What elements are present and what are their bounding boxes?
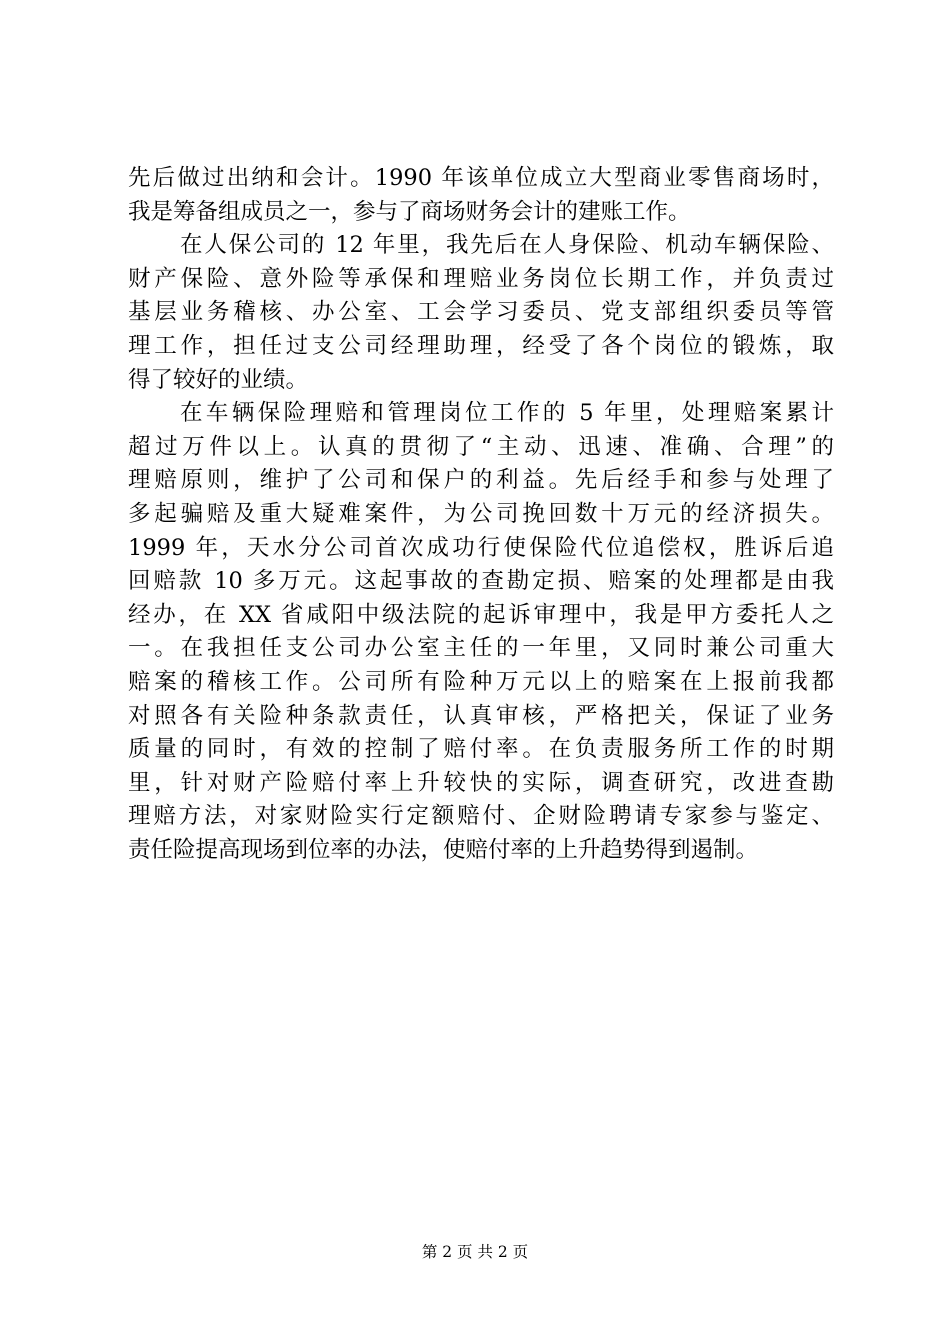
text-line-14: 经办，在 XX 省咸阳中级法院的起诉审理中，我是甲方委托人之 [128,601,834,628]
text-line-16: 赔案的稽核工作。公司所有险种万元以上的赔案在上报前我都 [128,668,834,695]
text-line-3: 在人保公司的 12 年里，我先后在人身保险、机动车辆保险、 [180,232,834,259]
text-line-12: 1999 年，天水分公司首次成功行使保险代位追偿权，胜诉后追 [128,534,834,561]
text-line-7: 得了较好的业绩。 [128,366,309,393]
text-line-21: 责任险提高现场到位率的办法，使赔付率的上升趋势得到遏制。 [128,836,759,863]
text-line-5: 基层业务稽核、办公室、工会学习委员、党支部组织委员等管 [128,299,834,326]
text-line-2: 我是筹备组成员之一，参与了商场财务会计的建账工作。 [128,198,691,225]
text-line-11: 多起骗赔及重大疑难案件，为公司挽回数十万元的经济损失。 [128,500,834,527]
text-line-1: 先后做过出纳和会计。1990 年该单位成立大型商业零售商场时， [128,165,834,191]
text-line-13: 回赔款 10 多万元。这起事故的查勘定损、赔案的处理都是由我 [128,568,834,595]
text-line-15: 一。在我担任支公司办公室主任的一年里，又同时兼公司重大 [128,635,834,662]
text-line-9: 超过万件以上。认真的贯彻了“主动、迅速、准确、合理”的 [128,433,834,460]
text-line-20: 理赔方法，对家财险实行定额赔付、企财险聘请专家参与鉴定、 [128,803,834,830]
document-body [128,162,834,867]
text-line-17: 对照各有关险种条款责任，认真审核，严格把关，保证了业务 [128,702,834,729]
text-line-18: 质量的同时，有效的控制了赔付率。在负责服务所工作的时期 [128,736,834,763]
page-footer: 第 2 页 共 2 页 [421,1243,529,1261]
text-line-8: 在车辆保险理赔和管理岗位工作的 5 年里，处理赔案累计 [180,400,834,427]
text-line-4: 财产保险、意外险等承保和理赔业务岗位长期工作，并负责过 [128,265,834,292]
text-line-19: 里，针对财产险赔付率上升较快的实际，调查研究，改进查勘 [128,769,834,796]
text-line-6: 理工作，担任过支公司经理助理，经受了各个岗位的锻炼，取 [128,332,834,359]
text-line-10: 理赔原则，维护了公司和保户的利益。先后经手和参与处理了 [128,467,834,494]
